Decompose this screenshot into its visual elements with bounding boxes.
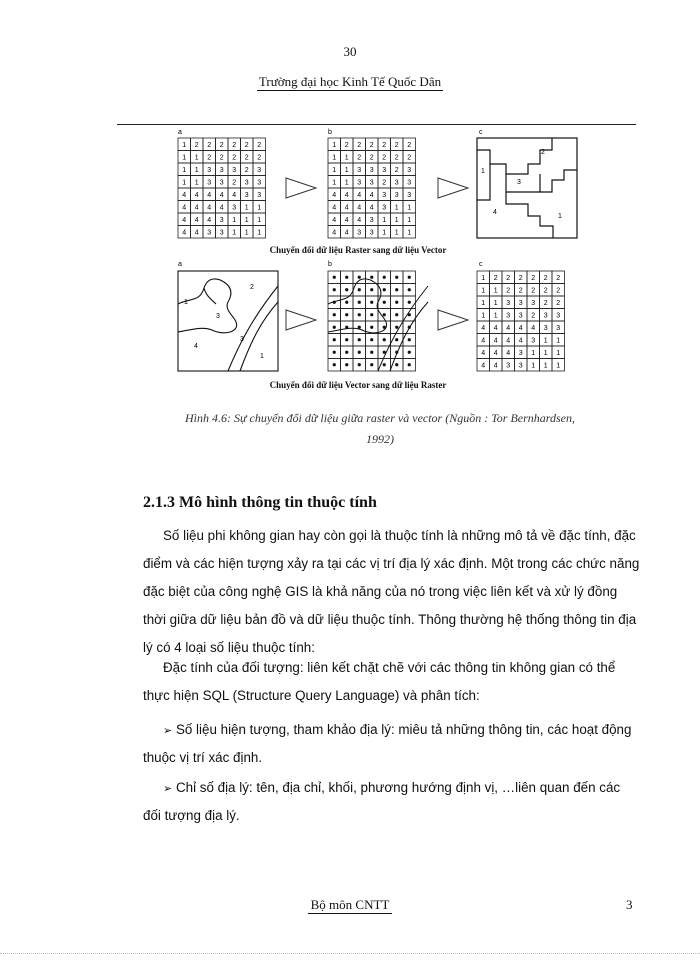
raster-top-a-value: 4 [194,204,199,212]
figure-title-line-1: Hình 4.6: Sự chuyển đổi dữ liệu giữa raster và vector (Nguồn : Tor Bernhardsen, [184,411,576,425]
dotgrid-bottom-b-dot [408,338,411,341]
raster-bottom-c-value: 3 [506,362,511,370]
raster-top-b-value: 4 [332,216,337,224]
raster-top-b-value: 4 [369,204,374,212]
raster-bottom-c-value: 3 [506,299,511,307]
raster-top-b-value: 3 [382,166,387,174]
page-number-top: 30 [343,44,357,59]
polygon-label-top-3: 3 [517,179,521,186]
dotgrid-bottom-b-dot [358,276,361,279]
raster-top-b-value: 1 [394,204,399,212]
raster-top-a-value: 2 [219,154,224,162]
raster-top-a-value: 1 [194,154,199,162]
raster-top-b-value: 2 [394,154,399,162]
raster-top-a-value: 3 [257,191,262,199]
polygon-label-top-1b: 1 [558,213,562,220]
footer-department-text: Bộ môn CNTT [308,897,393,914]
raster-top-a-value: 3 [232,204,237,212]
raster-bottom-c-value: 1 [556,349,561,357]
raster-top-b-value: 4 [357,191,362,199]
raster-bottom-c-value: 4 [481,362,486,370]
dotgrid-bottom-b-dot [370,338,373,341]
raster-top-b-value: 3 [382,204,387,212]
dotgrid-bottom-b-dot [370,276,373,279]
panel-label-top-b: b [328,129,332,136]
dotgrid-bottom-b-dot [383,313,386,316]
dotgrid-bottom-b-dot [395,338,398,341]
dotgrid-bottom-b-dot [333,326,336,329]
dotgrid-bottom-b-dot [358,288,361,291]
raster-top-b-value: 3 [357,229,362,237]
raster-top-a-value: 4 [182,216,187,224]
raster-bottom-c-value: 2 [531,287,536,295]
raster-bottom-c-value: 4 [506,349,511,357]
raster-top-b-value: 2 [357,154,362,162]
polygon-label-bottom-3b: 3 [240,336,244,343]
raster-top-a-value: 3 [257,166,262,174]
raster-bottom-c-value: 1 [481,312,486,320]
dotgrid-bottom-b-dot [395,313,398,316]
raster-top-a-value: 3 [219,179,224,187]
raster-top-b-value: 4 [344,216,349,224]
paragraph-2-line: thực hiện SQL (Structure Query Language) và phân tích: [143,688,480,703]
raster-top-b-value: 1 [407,204,412,212]
dotgrid-bottom-b-dot [358,363,361,366]
raster-bottom-c-value: 2 [518,274,523,282]
dotgrid-bottom-b-dot [395,301,398,304]
raster-top-b-value: 3 [407,191,412,199]
raster-bottom-c-value: 1 [481,299,486,307]
raster-top-b-value: 3 [369,166,374,174]
raster-top-a-value: 2 [232,141,237,149]
raster-top-b-value: 1 [394,229,399,237]
raster-top-b-value: 2 [344,141,349,149]
raster-bottom-c-value: 1 [556,337,561,345]
raster-top-a-value: 1 [232,216,237,224]
raster-top-a-value: 1 [244,204,249,212]
dotgrid-bottom-b-dot [383,288,386,291]
raster-bottom-c-value: 3 [518,299,523,307]
raster-top-b-value: 1 [344,166,349,174]
polygon-label-bottom-2: 2 [250,284,254,291]
dotgrid-bottom-b-dot [345,288,348,291]
raster-top-b-value: 3 [407,166,412,174]
raster-bottom-c-value: 3 [506,312,511,320]
raster-top-b-value: 3 [394,191,399,199]
raster-top-a-value: 2 [244,154,249,162]
raster-top-b-value: 2 [407,141,412,149]
raster-top-b-value: 4 [344,229,349,237]
raster-bottom-c-value: 2 [543,274,548,282]
raster-top-b-value: 3 [407,179,412,187]
figure-title [120,408,640,450]
dotgrid-bottom-b-dot [333,351,336,354]
dotgrid-bottom-b-dot [345,363,348,366]
raster-bottom-c-value: 3 [518,349,523,357]
panel-label-bottom-a: a [178,261,182,268]
raster-top-a-value: 2 [257,141,262,149]
raster-top-b-value: 1 [382,229,387,237]
raster-top-b-value: 2 [407,154,412,162]
bullet-item-1 [143,716,633,772]
raster-bottom-c-value: 4 [481,337,486,345]
dotgrid-bottom-b-dot [383,363,386,366]
raster-top-a-value: 4 [194,191,199,199]
bullet-arrow-icon: ➢ [163,783,173,795]
raster-top-b-value: 2 [382,179,387,187]
raster-bottom-c-value: 2 [543,299,548,307]
dotgrid-bottom-b-dot [395,276,398,279]
raster-bottom-c-value: 1 [481,287,486,295]
bullet-item-2-line: đối tượng địa lý. [143,808,240,823]
raster-top-a-value: 1 [182,141,187,149]
raster-bottom-c-value: 3 [543,312,548,320]
polygon-label-bottom-4: 4 [194,343,198,350]
bullet-arrow-icon: ➢ [163,725,173,737]
raster-top-b-value: 4 [357,216,362,224]
raster-top-a-value: 4 [219,204,224,212]
raster-top-b-value: 4 [332,204,337,212]
raster-top-b-value: 1 [382,216,387,224]
dotgrid-bottom-b-dot [370,313,373,316]
raster-top-b-value: 3 [369,216,374,224]
dotgrid-bottom-b-dot [345,313,348,316]
raster-top-a-value: 1 [182,166,187,174]
raster-bottom-c-value: 2 [543,287,548,295]
raster-bottom-c-value: 2 [531,274,536,282]
raster-top-b-value: 2 [394,166,399,174]
raster-bottom-c-value: 3 [543,324,548,332]
raster-bottom-c-value: 1 [543,349,548,357]
raster-bottom-c-value: 4 [493,337,498,345]
raster-top-a-value: 2 [207,141,212,149]
raster-top-b-value: 4 [332,229,337,237]
raster-top-a-value: 3 [207,229,212,237]
raster-top-a-value: 2 [257,154,262,162]
bullet-item-1-line: thuộc vị trí xác định. [143,750,263,765]
dotgrid-bottom-b-dot [383,338,386,341]
raster-top-b-value: 1 [344,179,349,187]
dotgrid-bottom-b-dot [408,301,411,304]
raster-top-b-value: 1 [344,154,349,162]
raster-bottom-c-value: 4 [481,324,486,332]
paragraph-1-line: Số liệu phi không gian hay còn gọi là thuộc tính là những mô tả về đặc tính, đặc [163,528,636,543]
raster-top-b-value: 1 [332,141,337,149]
raster-top-a-value: 3 [219,166,224,174]
dotgrid-bottom-b-dot [358,338,361,341]
dotgrid-bottom-b-dot [408,351,411,354]
raster-bottom-c-value: 1 [531,362,536,370]
header-institution-text: Trường đại học Kinh Tế Quốc Dân [258,74,442,89]
dotgrid-bottom-b-dot [333,288,336,291]
raster-bottom-c-value: 1 [543,362,548,370]
polygon-label-top-2: 2 [541,149,545,156]
raster-top-a-value: 2 [219,141,224,149]
raster-bottom-c-value: 2 [556,274,561,282]
dotgrid-bottom-b-dot [333,313,336,316]
raster-top-b-value: 3 [369,229,374,237]
page-bottom-border [0,953,700,954]
raster-top-b-value: 2 [369,141,374,149]
dotgrid-bottom-b-dot [358,301,361,304]
panel-label-bottom-c: c [479,261,483,268]
dotgrid-bottom-b-dot [370,351,373,354]
raster-top-a-value: 3 [207,179,212,187]
figure-title-line-2: 1992) [366,432,394,446]
raster-top-a-value: 4 [207,216,212,224]
raster-top-b-value: 3 [394,179,399,187]
raster-bottom-c-value: 3 [556,324,561,332]
dotgrid-bottom-b-dot [408,288,411,291]
raster-top-a-value: 1 [244,229,249,237]
raster-top-a-value: 4 [232,191,237,199]
raster-top-a-value: 2 [232,179,237,187]
raster-top-a-value: 4 [207,204,212,212]
raster-top-b-value: 1 [394,216,399,224]
raster-bottom-c-value: 2 [493,274,498,282]
raster-top-b-value: 1 [407,229,412,237]
caption-vector-to-raster: Chuyển đổi dữ liệu Vector sang dữ liệu Raster [269,380,447,390]
raster-bottom-c-value: 2 [556,299,561,307]
bullet-item-1-line: Số liệu hiện tượng, tham khảo địa lý: miêu tả những thông tin, các hoạt động [175,722,632,737]
paragraph-2-line: Đặc tính của đối tượng: liên kết chặt chẽ với các thông tin không gian có thể [163,660,616,675]
raster-bottom-c-value: 1 [556,362,561,370]
raster-top-b-value: 1 [407,216,412,224]
raster-bottom-c-value: 4 [531,324,536,332]
dotgrid-bottom-b-dot [395,288,398,291]
raster-top-a-value: 3 [257,179,262,187]
raster-top-b-value: 4 [369,191,374,199]
polygon-label-top-4: 4 [493,209,497,216]
raster-bottom-c-value: 1 [493,299,498,307]
footer-department [0,897,700,913]
paragraph-1 [143,522,640,662]
dotgrid-bottom-b-dot [345,301,348,304]
dotgrid-bottom-b-dot [333,338,336,341]
dotgrid-bottom-b-dot [345,351,348,354]
raster-top-a-value: 2 [244,141,249,149]
raster-bottom-c-value: 2 [506,274,511,282]
raster-bottom-c-value: 3 [518,312,523,320]
raster-top-a-value: 2 [207,154,212,162]
raster-top-b-value: 2 [394,141,399,149]
paragraph-1-line: lý có 4 loại số liệu thuộc tính: [143,640,315,655]
raster-top-a-value: 1 [244,216,249,224]
dotgrid-bottom-b-dot [345,276,348,279]
raster-top-b-value: 3 [382,191,387,199]
raster-top-a-value: 3 [219,229,224,237]
paragraph-2 [143,654,633,710]
header-institution [0,74,700,90]
raster-top-a-value: 3 [244,179,249,187]
panel-label-top-a: a [178,129,182,136]
raster-bottom-c-value: 3 [531,337,536,345]
panel-label-bottom-b: b [328,261,332,268]
raster-top-a-value: 2 [232,154,237,162]
raster-top-b-value: 1 [332,166,337,174]
raster-top-b-value: 3 [357,179,362,187]
raster-bottom-c-value: 3 [518,362,523,370]
raster-top-a-value: 3 [207,166,212,174]
dotgrid-bottom-b-dot [370,301,373,304]
raster-bottom-c-value: 1 [493,312,498,320]
polygon-label-bottom-1: 1 [184,299,188,306]
dotgrid-bottom-b-dot [370,326,373,329]
polygon-label-top-1: 1 [481,168,485,175]
raster-top-a-value: 1 [257,216,262,224]
bullet-item-2 [143,774,633,830]
raster-top-b-value: 4 [344,191,349,199]
dotgrid-bottom-b-dot [383,301,386,304]
conversion-figure [168,126,562,401]
raster-top-a-value: 4 [219,191,224,199]
dotgrid-bottom-b-dot [370,288,373,291]
paragraph-1-line: thời giữa dữ liệu bản đồ và dữ liệu thuộc tính. Thông thường hệ thống thông tin địa [143,612,637,627]
polygon-label-bottom-1b: 1 [260,353,264,360]
header-rule [117,124,636,125]
raster-top-b-value: 4 [357,204,362,212]
raster-bottom-c-value: 2 [531,312,536,320]
raster-bottom-c-value: 2 [506,287,511,295]
raster-top-a-value: 4 [194,229,199,237]
raster-bottom-c-value: 2 [518,287,523,295]
raster-bottom-c-value: 1 [543,337,548,345]
dotgrid-bottom-b-dot [383,276,386,279]
dotgrid-bottom-b-dot [345,338,348,341]
raster-top-a-value: 3 [219,216,224,224]
raster-bottom-c-value: 4 [518,337,523,345]
raster-top-b-value: 3 [357,166,362,174]
dotgrid-bottom-b-dot [370,363,373,366]
dotgrid-bottom-b-dot [358,351,361,354]
raster-top-a-value: 1 [257,229,262,237]
raster-top-a-value: 1 [232,229,237,237]
paragraph-1-line: điểm và các hiện tượng xảy ra tại các vị trí địa lý xác định. Một trong các chức năng [143,556,640,571]
raster-top-b-value: 2 [357,141,362,149]
raster-top-a-value: 2 [194,141,199,149]
raster-top-b-value: 2 [382,154,387,162]
raster-top-b-value: 4 [332,191,337,199]
raster-top-b-value: 2 [382,141,387,149]
raster-bottom-c-value: 2 [556,287,561,295]
raster-top-a-value: 3 [232,166,237,174]
raster-top-a-value: 3 [244,191,249,199]
raster-top-a-value: 1 [194,179,199,187]
dotgrid-bottom-b-dot [395,363,398,366]
raster-top-b-value: 4 [344,204,349,212]
raster-bottom-c-value: 4 [493,349,498,357]
dotgrid-bottom-b-dot [395,326,398,329]
raster-bottom-c-value: 4 [493,362,498,370]
raster-bottom-c-value: 1 [493,287,498,295]
raster-top-a-value: 1 [182,154,187,162]
raster-top-a-value: 4 [182,229,187,237]
bullet-item-2-line: Chỉ số địa lý: tên, địa chỉ, khối, phương hướng định vị, …liên quan đến các [175,780,621,795]
raster-top-b-value: 2 [369,154,374,162]
raster-top-b-value: 1 [332,179,337,187]
raster-bottom-c-value: 4 [493,324,498,332]
raster-bottom-c-value: 3 [556,312,561,320]
dotgrid-bottom-b-dot [408,363,411,366]
panel-label-top-c: c [479,129,483,136]
polygon-label-bottom-3: 3 [216,313,220,320]
raster-top-a-value: 2 [244,166,249,174]
raster-bottom-c-value: 1 [531,349,536,357]
dotgrid-bottom-b-dot [358,313,361,316]
raster-bottom-c-value: 4 [481,349,486,357]
dotgrid-bottom-b-dot [408,276,411,279]
raster-bottom-c-value: 4 [506,337,511,345]
raster-top-a-value: 4 [194,216,199,224]
dotgrid-bottom-b-dot [333,363,336,366]
raster-top-a-value: 1 [194,166,199,174]
raster-top-b-value: 3 [369,179,374,187]
raster-top-a-value: 4 [182,191,187,199]
raster-bottom-c-value: 1 [481,274,486,282]
raster-top-b-value: 1 [332,154,337,162]
raster-top-a-value: 4 [182,204,187,212]
raster-bottom-c-value: 4 [506,324,511,332]
caption-raster-to-vector: Chuyển đổi dữ liệu Raster sang dữ liệu Vector [269,245,447,255]
section-heading: 2.1.3 Mô hình thông tin thuộc tính [143,494,377,511]
raster-bottom-c-value: 4 [518,324,523,332]
dotgrid-bottom-b-dot [333,276,336,279]
paragraph-1-line: đặc biệt của công nghệ GIS là khả năng của nó trong việc liên kết và xử lý đồng [143,584,618,599]
raster-top-a-value: 4 [207,191,212,199]
raster-bottom-c-value: 3 [531,299,536,307]
raster-top-a-value: 1 [182,179,187,187]
raster-top-a-value: 1 [257,204,262,212]
footer-page-number: 3 [626,897,633,912]
